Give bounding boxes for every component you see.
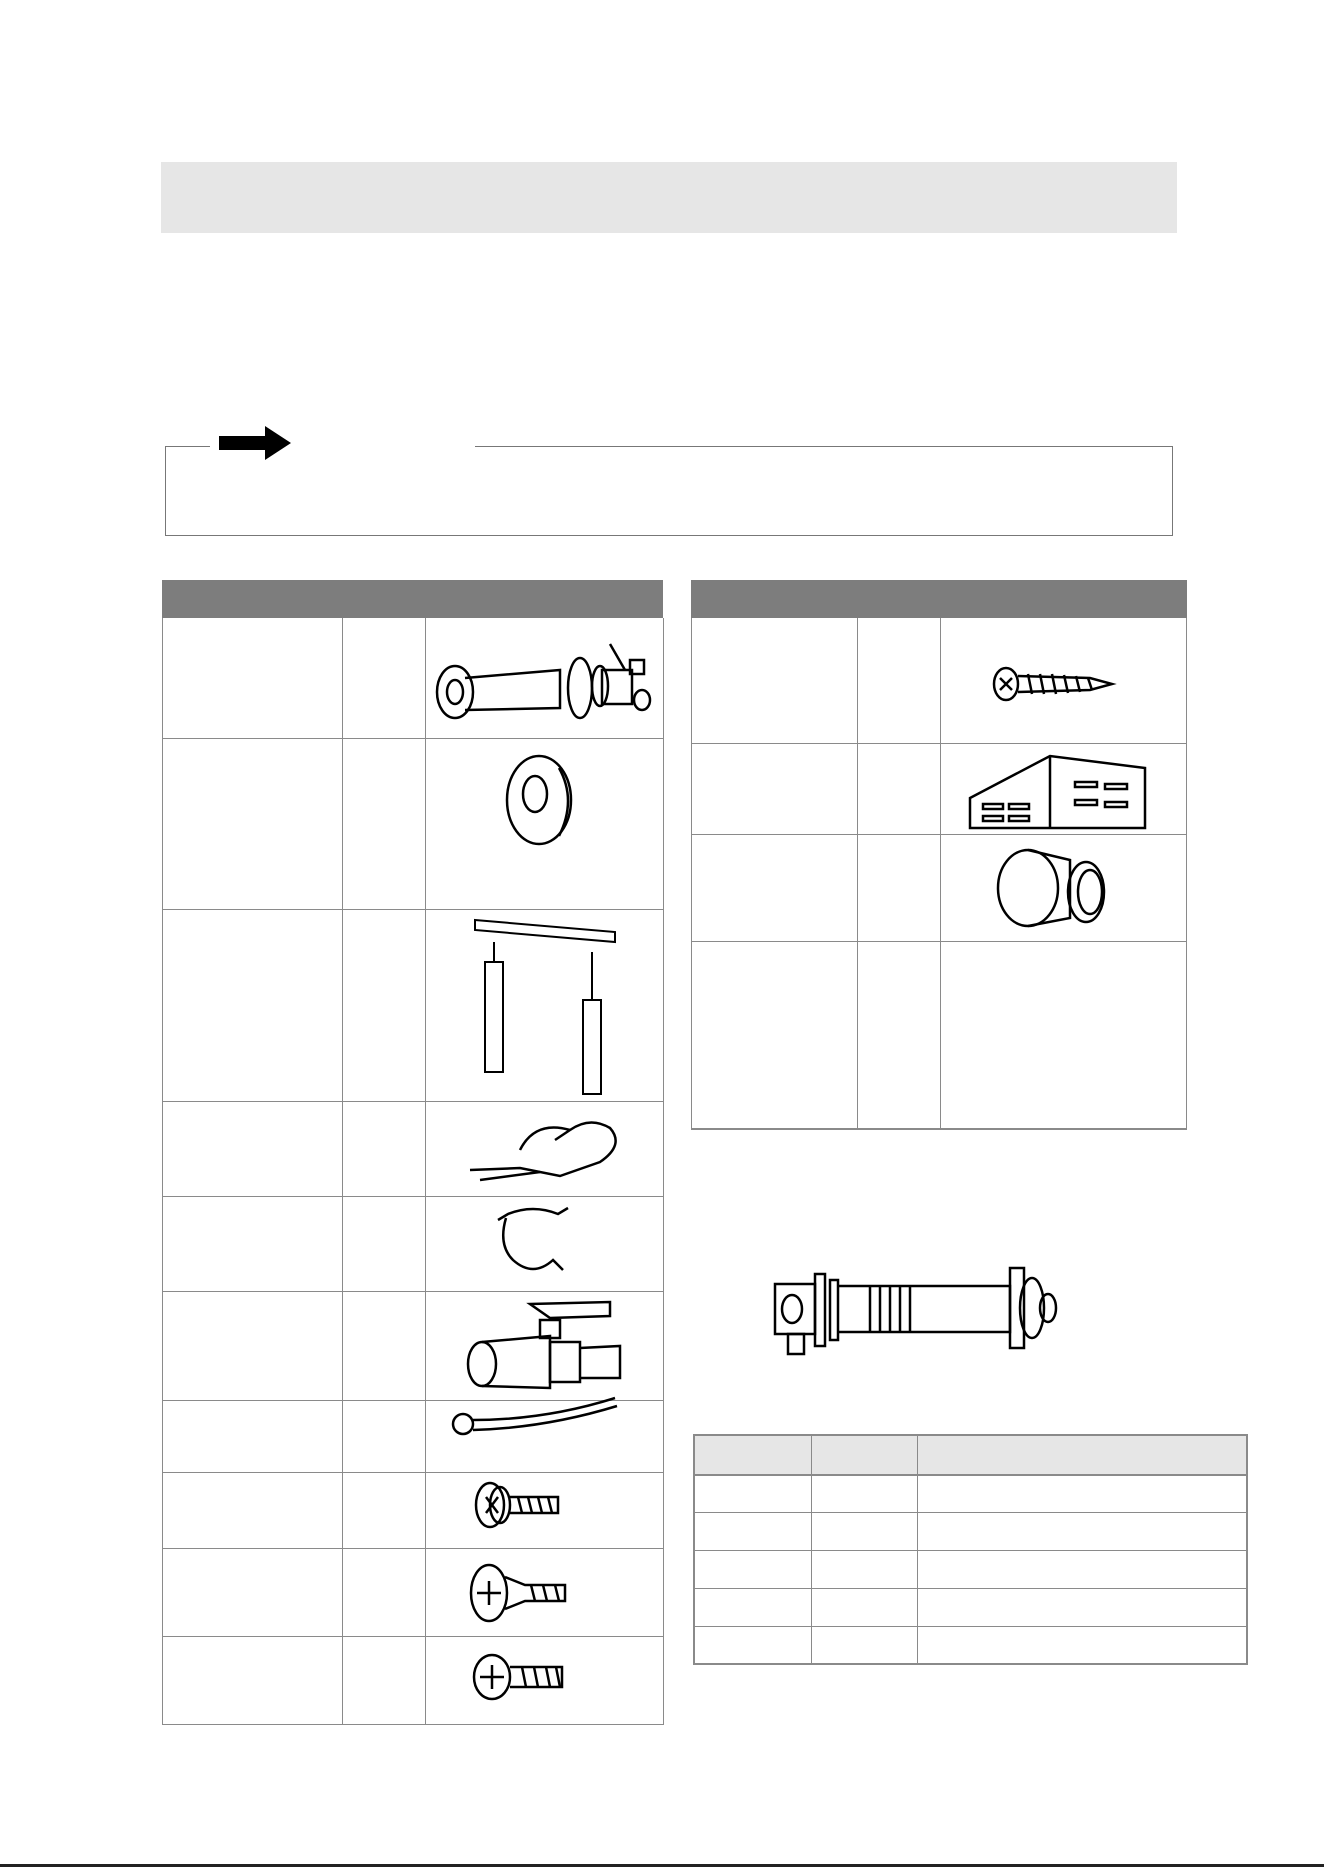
foam-washer-icon [495,750,585,850]
rubber-bushing-icon [990,840,1115,938]
tapping-screw-icon [990,660,1120,710]
pipe-clip-icon [488,1200,578,1285]
washer-head-screw-icon [470,1475,570,1535]
right-table-header [691,580,1187,618]
section-title-bar [161,162,1177,233]
flat-head-screw-icon [465,1555,575,1630]
cable-tie-icon [445,1392,625,1442]
pipe-assembly-icon [770,1262,1060,1362]
note-box [165,446,1173,536]
pan-head-screw-icon [470,1645,575,1710]
left-table-header [162,580,663,618]
wall-piping-assembly-icon [430,630,660,730]
hose-clamp-icon [460,1110,640,1190]
arrow-right-icon [219,426,291,460]
installation-bracket-icon [465,912,625,1097]
l-bracket-icon [965,748,1150,832]
ball-valve-icon [460,1292,635,1397]
page-bottom-rule [0,1864,1324,1867]
